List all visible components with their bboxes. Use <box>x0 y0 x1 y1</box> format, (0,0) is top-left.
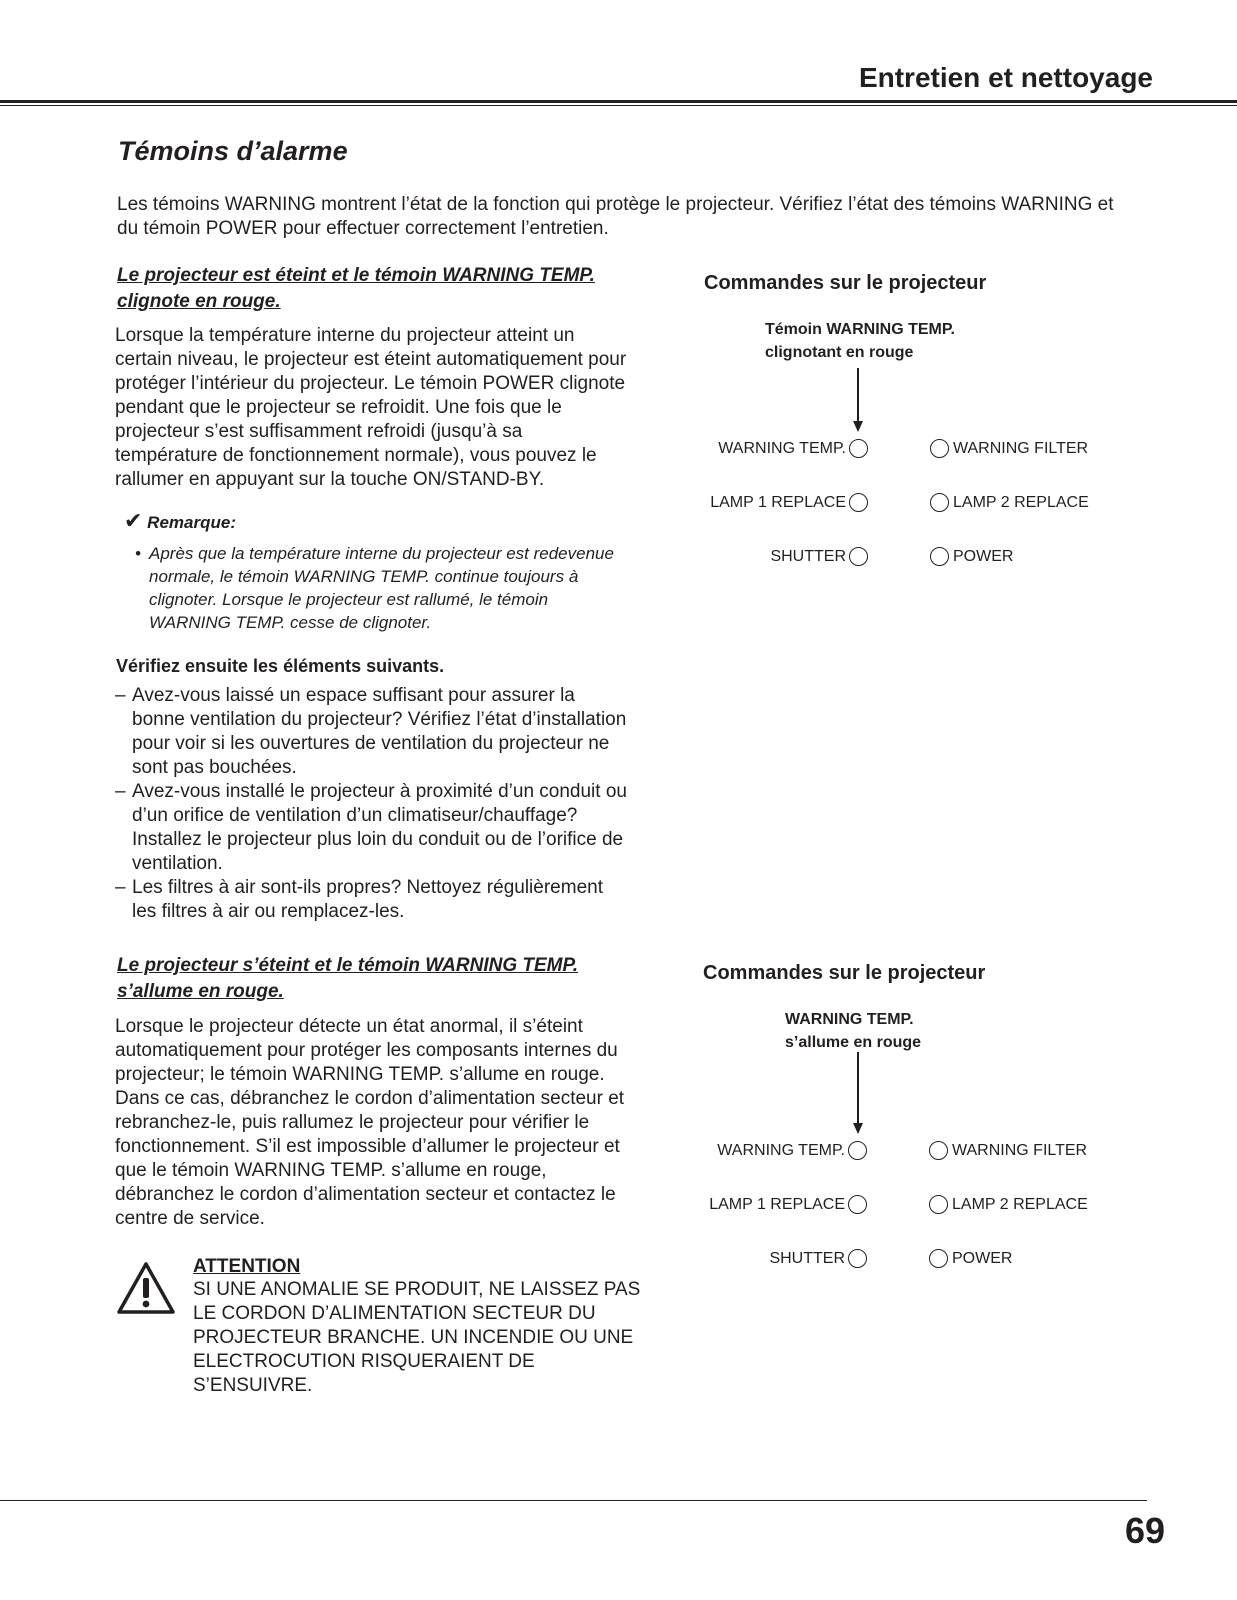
warning-filter-indicator <box>929 1141 948 1160</box>
list-item: – Avez-vous laissé un espace suffisant pour assurer la bonne ventilation du projecteur? Vérifiez l’état d’installation pour voir si les ouvertures de ventilation du projecteur ne sont pas bouchées. <box>115 685 627 778</box>
label-shutter: SHUTTER <box>770 548 846 565</box>
lamp2-replace-indicator <box>929 1195 948 1214</box>
shutter-indicator <box>849 547 868 566</box>
label-warning-filter: WARNING FILTER <box>952 1142 1088 1159</box>
label-warning-filter: WARNING FILTER <box>953 440 1089 457</box>
warning-filter-indicator <box>930 439 949 458</box>
lamp1-replace-indicator <box>849 493 868 512</box>
page-number: 69 <box>1124 1510 1165 1551</box>
header-rule <box>0 100 1237 103</box>
label-shutter: SHUTTER <box>769 1250 845 1267</box>
label-warning-temp: WARNING TEMP. <box>718 440 846 457</box>
warning-triangle-icon <box>116 1260 176 1316</box>
arrow-down-icon <box>850 1052 866 1136</box>
panel-title: Commandes sur le projecteur <box>703 962 986 984</box>
indicator-panel-2 <box>699 958 1119 1288</box>
label-lamp1-replace: LAMP 1 REPLACE <box>709 1196 845 1213</box>
warning-temp-indicator <box>848 1141 867 1160</box>
arrow-down-icon <box>850 368 866 434</box>
section-title: Témoins d’alarme <box>118 136 348 166</box>
panel-title: Commandes sur le projecteur <box>704 272 987 294</box>
case2-heading: Le projecteur s’éteint et le témoin WARNING TEMP. s’allume en rouge. <box>117 955 579 1002</box>
attention-text: SI UNE ANOMALIE SE PRODUIT, NE LAISSEZ PAS LE CORDON D’ALIMENTATION SECTEUR DU PROJECTEUR BRANCHE. UN INCENDIE OU UNE ELECTROCUTION RISQUERAIENT DE S’ENSUIVRE. <box>193 1279 641 1396</box>
list-item: – Les filtres à air sont-ils propres? Nettoyez régulièrement les filtres à air ou remplacez-les. <box>115 877 603 922</box>
note-block <box>124 508 634 634</box>
power-indicator <box>929 1249 948 1268</box>
label-warning-temp: WARNING TEMP. <box>717 1142 845 1159</box>
footer-rule <box>0 1500 1147 1501</box>
indicator-caption: WARNING TEMP. s’allume en rouge <box>785 1011 922 1051</box>
label-power: POWER <box>953 548 1014 565</box>
attention-block <box>193 1256 643 1398</box>
attention-heading: ATTENTION <box>193 1256 301 1277</box>
note-text: Après que la température interne du projecteur est redevenue normale, le témoin WARNING TEMP. continue toujours à clignoter. Lorsque le projecteur est rallumé, le témoin WARNING TEMP. cesse de clignoter. <box>149 544 614 632</box>
indicator-caption: Témoin WARNING TEMP. clignotant en rouge <box>765 321 955 361</box>
warning-temp-indicator <box>849 439 868 458</box>
lamp1-replace-indicator <box>848 1195 867 1214</box>
page-header-title: Entretien et nettoyage <box>858 62 1153 93</box>
case1-heading: Le projecteur est éteint et le témoin WARNING TEMP. clignote en rouge. <box>117 265 595 312</box>
lamp2-replace-indicator <box>930 493 949 512</box>
bullet-icon: • <box>135 544 141 563</box>
indicator-panel-1 <box>700 268 1120 588</box>
header-rule-thin <box>0 105 1237 106</box>
power-indicator <box>930 547 949 566</box>
case2-body: Lorsque le projecteur détecte un état anormal, il s’éteint automatiquement pour protéger les composants internes du projecteur; le témoin WARNING TEMP. s’allume en rouge. Dans ce cas, débranchez le cordon d’alimentation secteur et rebranchez-le, puis rallumez le projecteur pour vérifier le fonctionnement. S’il est impossible d’allumer le projecteur et que le témoin WARNING TEMP. s’allume en rouge, débranchez le cordon d’alimentation secteur et contactez le centre de service. <box>115 1016 625 1229</box>
label-power: POWER <box>952 1250 1013 1267</box>
label-lamp2-replace: LAMP 2 REPLACE <box>952 1196 1088 1213</box>
note-label: Remarque: <box>147 513 236 532</box>
check-icon: ✔ <box>124 508 143 533</box>
label-lamp2-replace: LAMP 2 REPLACE <box>953 494 1089 511</box>
check-list <box>115 684 631 924</box>
case1-body: Lorsque la température interne du projecteur atteint un certain niveau, le projecteur est éteint automatiquement pour protéger l’intérieur du projecteur. Le témoin POWER clignote pendant que le projecteur se refroidit. Une fois que le projecteur s’est suffisamment refroidi (jusqu’à sa température de fonctionnement normale), vous pouvez le rallumer en appuyant sur la touche ON/STAND-BY. <box>115 325 627 490</box>
intro-paragraph: Les témoins WARNING montrent l’état de la fonction qui protège le projecteur. Vérifiez l’état des témoins WARNING et du témoin POWER pour effectuer correctement l’entretien. <box>117 194 1114 239</box>
shutter-indicator <box>848 1249 867 1268</box>
list-item: – Avez-vous installé le projecteur à proximité d’un conduit ou d’un orifice de ventilation d’un climatiseur/chauffage? Installez le projecteur plus loin du conduit ou de l’orifice de ventilation. <box>115 781 627 874</box>
label-lamp1-replace: LAMP 1 REPLACE <box>710 494 846 511</box>
check-heading: Vérifiez ensuite les éléments suivants. <box>116 656 445 676</box>
